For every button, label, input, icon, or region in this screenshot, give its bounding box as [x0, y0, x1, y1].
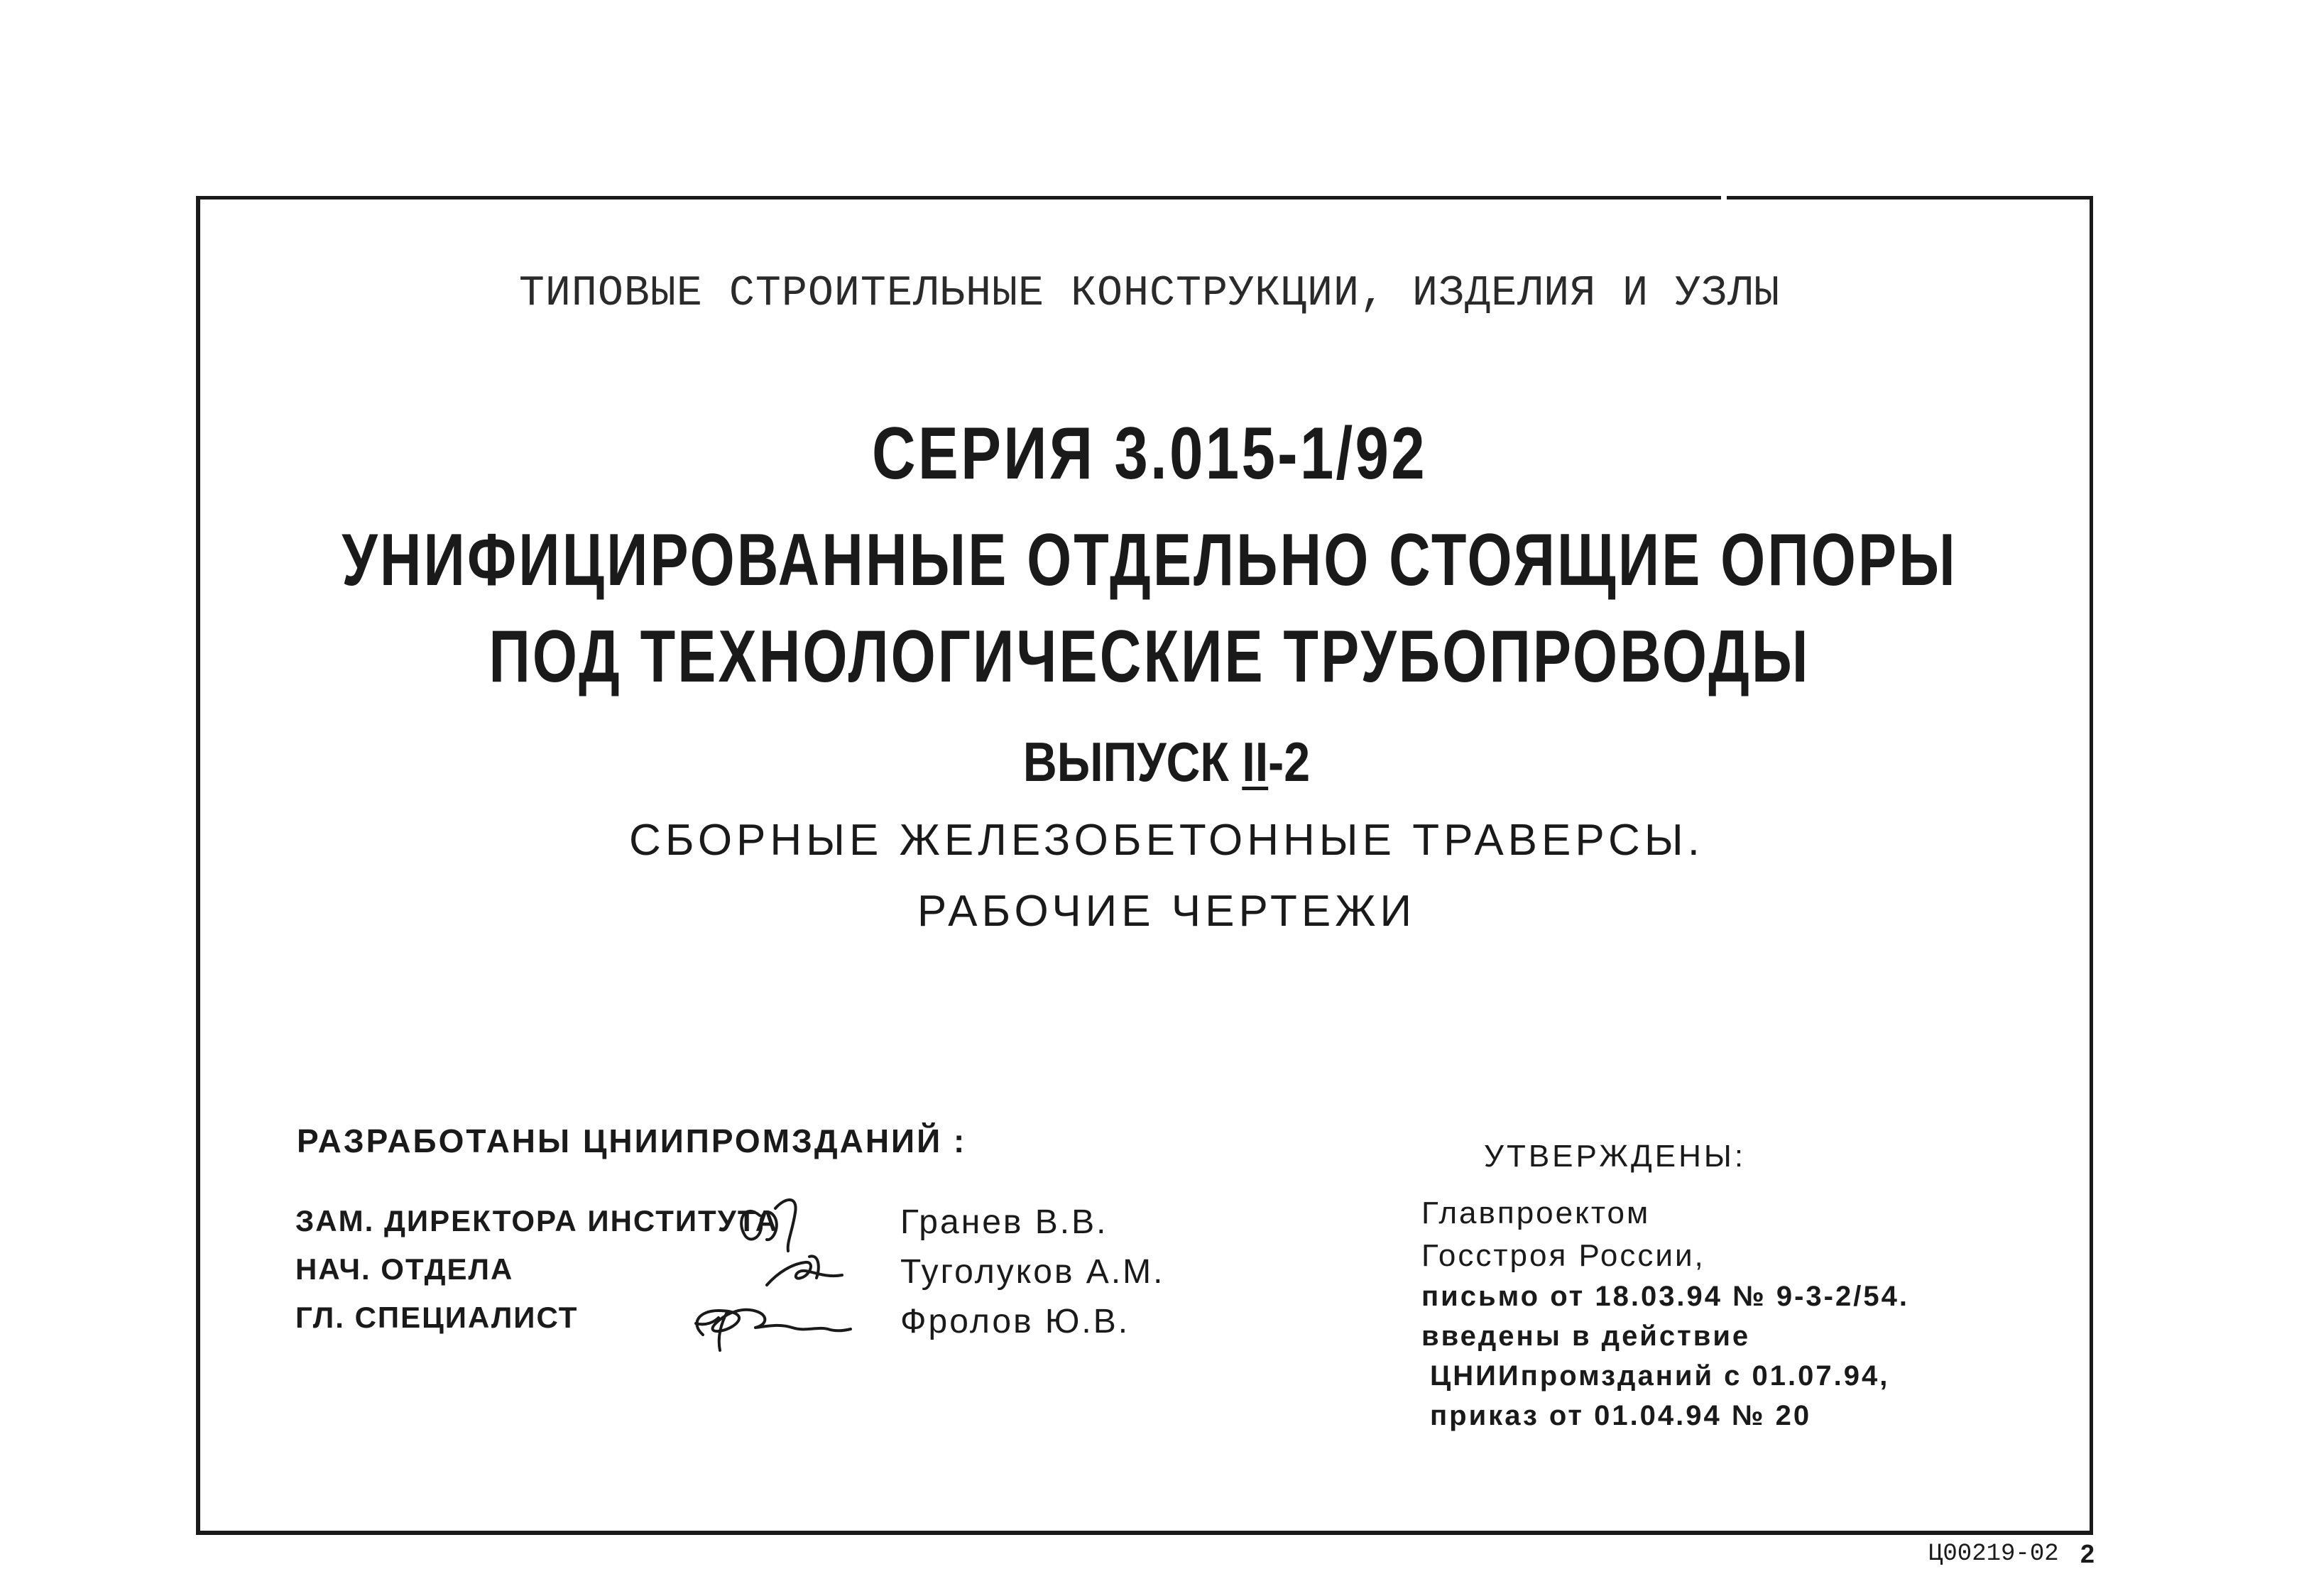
developed-by-heading: РАЗРАБОТАНЫ ЦНИИПРОМЗДАНИЙ : [297, 1122, 967, 1159]
handwritten-signatures [653, 1171, 880, 1363]
document-title-line-1: УНИФИЦИРОВАННЫЕ ОТДЕЛЬНО СТОЯЩИЕ ОПОРЫ [342, 519, 1957, 601]
approved-line-5: ЦНИИпромзданий с 01.07.94, [1430, 1360, 1890, 1392]
document-code: Ц00219-02 [1928, 1541, 2059, 1568]
page-number: 2 [2080, 1539, 2095, 1568]
issue-roman: II [1242, 731, 1269, 793]
issue-label: ВЫПУСК [1022, 731, 1229, 793]
approved-line-2: Госстроя России, [1421, 1238, 1705, 1273]
approved-line-3: письмо от 18.03.94 № 9-3-2/54. [1421, 1281, 1909, 1312]
signature-tugolukov [767, 1262, 842, 1285]
person-tugolukov: Туголуков А.М. [900, 1253, 1165, 1291]
subtitle-line-1: СБОРНЫЕ ЖЕЛЕЗОБЕТОННЫЕ ТРАВЕРСЫ. [629, 816, 1704, 865]
role-department-head: НАЧ. ОТДЕЛА [295, 1252, 514, 1286]
issue-suffix: -2 [1268, 731, 1311, 793]
subtitle-line-2: РАБОЧИЕ ЧЕРТЕЖИ [917, 887, 1416, 936]
signature-granev [741, 1211, 777, 1240]
approved-line-4: введены в действие [1421, 1321, 1751, 1352]
person-granev: Гранев В.В. [900, 1203, 1108, 1241]
frame-gap [1721, 193, 1727, 200]
role-chief-specialist: ГЛ. СПЕЦИАЛИСТ [295, 1301, 579, 1334]
approved-heading: УТВЕРЖДЕНЫ: [1484, 1139, 1747, 1174]
person-frolov: Фролов Ю.В. [900, 1303, 1130, 1340]
series-category-header: ТИПОВЫЕ СТРОИТЕЛЬНЫЕ КОНСТРУКЦИИ, ИЗДЕЛИЯ И УЗЛЫ [518, 270, 1781, 318]
issue-number [190, 730, 2144, 794]
series-number: СЕРИЯ 3.015-1/92 [872, 412, 1427, 495]
role-deputy-director: ЗАМ. ДИРЕКТОРА ИНСТИТУТА [295, 1204, 779, 1237]
approved-line-1: Главпроектом [1421, 1196, 1651, 1230]
document-title-line-2: ПОД ТЕХНОЛОГИЧЕСКИЕ ТРУБОПРОВОДЫ [488, 616, 1811, 698]
approved-line-6: приказ от 01.04.94 № 20 [1430, 1400, 1812, 1431]
